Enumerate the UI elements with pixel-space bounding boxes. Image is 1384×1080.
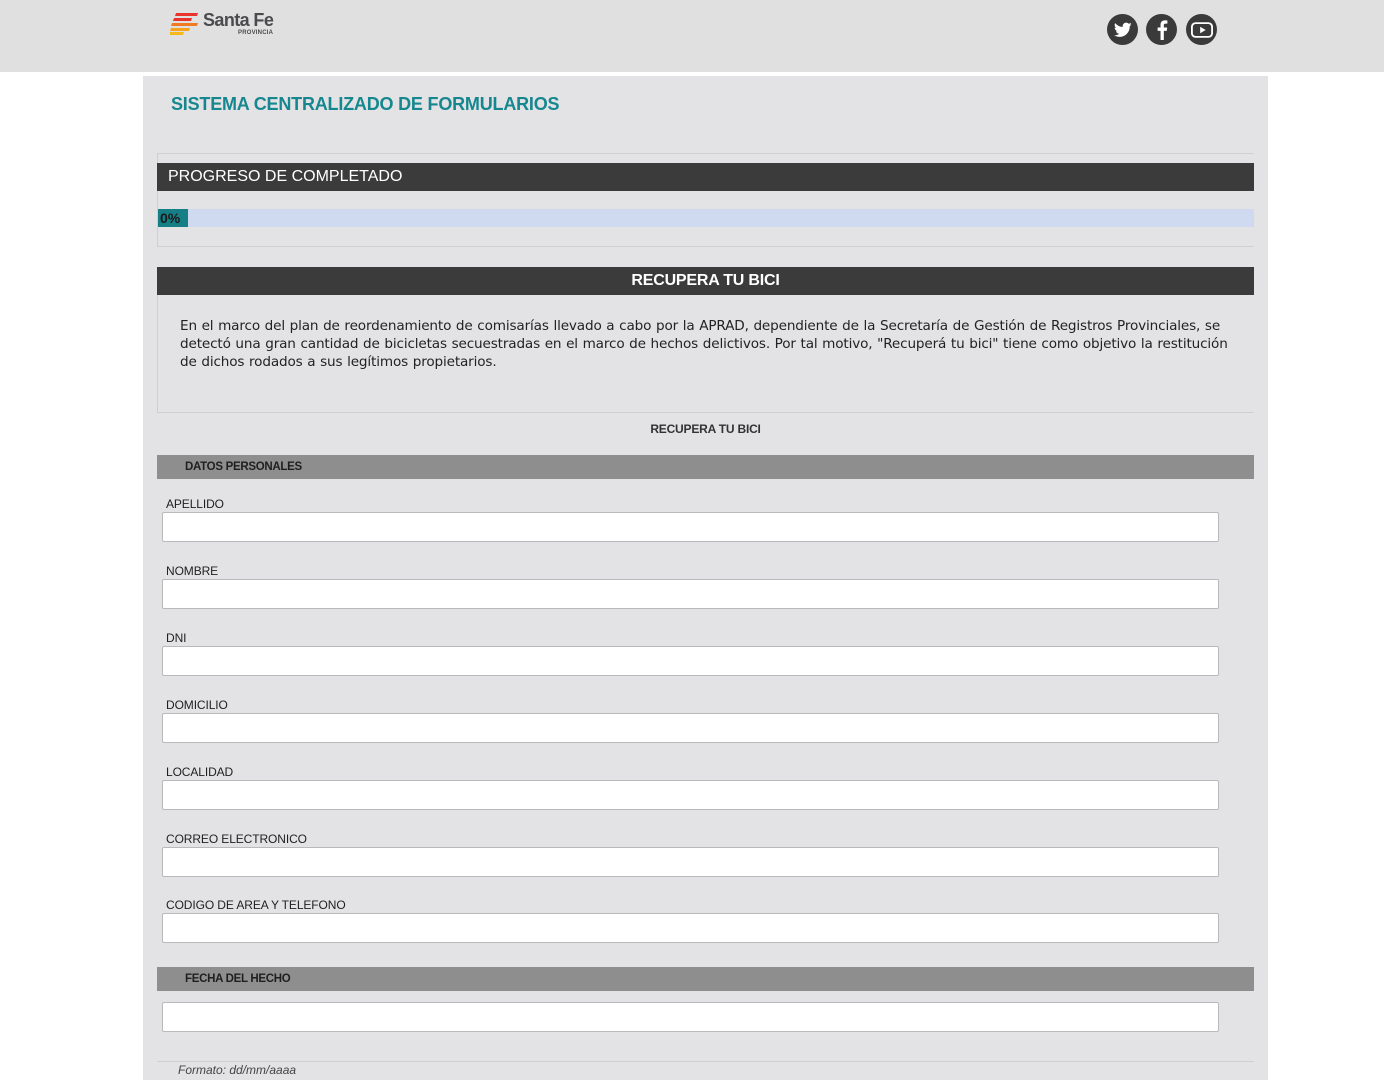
system-title: SISTEMA CENTRALIZADO DE FORMULARIOS [171, 94, 560, 114]
email-label: CORREO ELECTRONICO [166, 832, 307, 846]
progress-bar [158, 209, 1254, 227]
dni-input[interactable] [162, 646, 1219, 676]
intro-text: En el marco del plan de reordenamiento de comisarías llevado a cabo por la APRAD, dependiente de la Secretaría de Gestión de Registros Provinciales, se detectó una gran cantidad de bicicletas secuestradas en el marco de hechos delictivos. Por tal motivo, "Recuperá tu bici" tiene como objetivo la restitución de dichos rodados a sus legítimos propietarios. [180, 318, 1228, 370]
logo-name: Santa Fe [203, 10, 274, 30]
logo-subtitle: PROVINCIA [238, 30, 274, 36]
localidad-label: LOCALIDAD [166, 765, 234, 779]
divider [157, 1061, 1254, 1062]
dni-label: DNI [166, 631, 187, 645]
santa-fe-logo-mark-icon [170, 12, 200, 36]
incident-date-input[interactable] [162, 1002, 1219, 1032]
section-personal-data: DATOS PERSONALES [157, 455, 1254, 479]
domicilio-input[interactable] [162, 713, 1219, 743]
apellido-label: APELLIDO [166, 497, 224, 511]
localidad-input[interactable] [162, 780, 1219, 810]
youtube-link[interactable] [1186, 14, 1217, 45]
nombre-input[interactable] [162, 579, 1219, 609]
twitter-icon [1114, 22, 1132, 38]
phone-input[interactable] [162, 913, 1219, 943]
email-input[interactable] [162, 847, 1219, 877]
facebook-icon [1156, 20, 1168, 40]
form-subtitle: RECUPERA TU BICI [650, 422, 761, 436]
progress-heading: PROGRESO DE COMPLETADO [157, 163, 1254, 191]
intro-heading: RECUPERA TU BICI [157, 267, 1254, 295]
nombre-label: NOMBRE [166, 564, 219, 578]
phone-label: CODIGO DE AREA Y TELEFONO [166, 898, 346, 912]
section-incident-date: FECHA DEL HECHO [157, 967, 1254, 991]
form-panel [143, 76, 1268, 1080]
divider [157, 412, 1254, 413]
facebook-link[interactable] [1146, 14, 1177, 45]
top-header [0, 0, 1384, 72]
youtube-icon [1191, 22, 1213, 38]
divider [157, 153, 1254, 154]
apellido-input[interactable] [162, 512, 1219, 542]
date-format-hint: Formato: dd/mm/aaaa [178, 1063, 297, 1077]
santa-fe-logo[interactable] [170, 10, 280, 40]
domicilio-label: DOMICILIO [166, 698, 228, 712]
twitter-link[interactable] [1107, 14, 1138, 45]
divider [157, 246, 1254, 247]
progress-bar-fill: 0% [158, 209, 188, 227]
